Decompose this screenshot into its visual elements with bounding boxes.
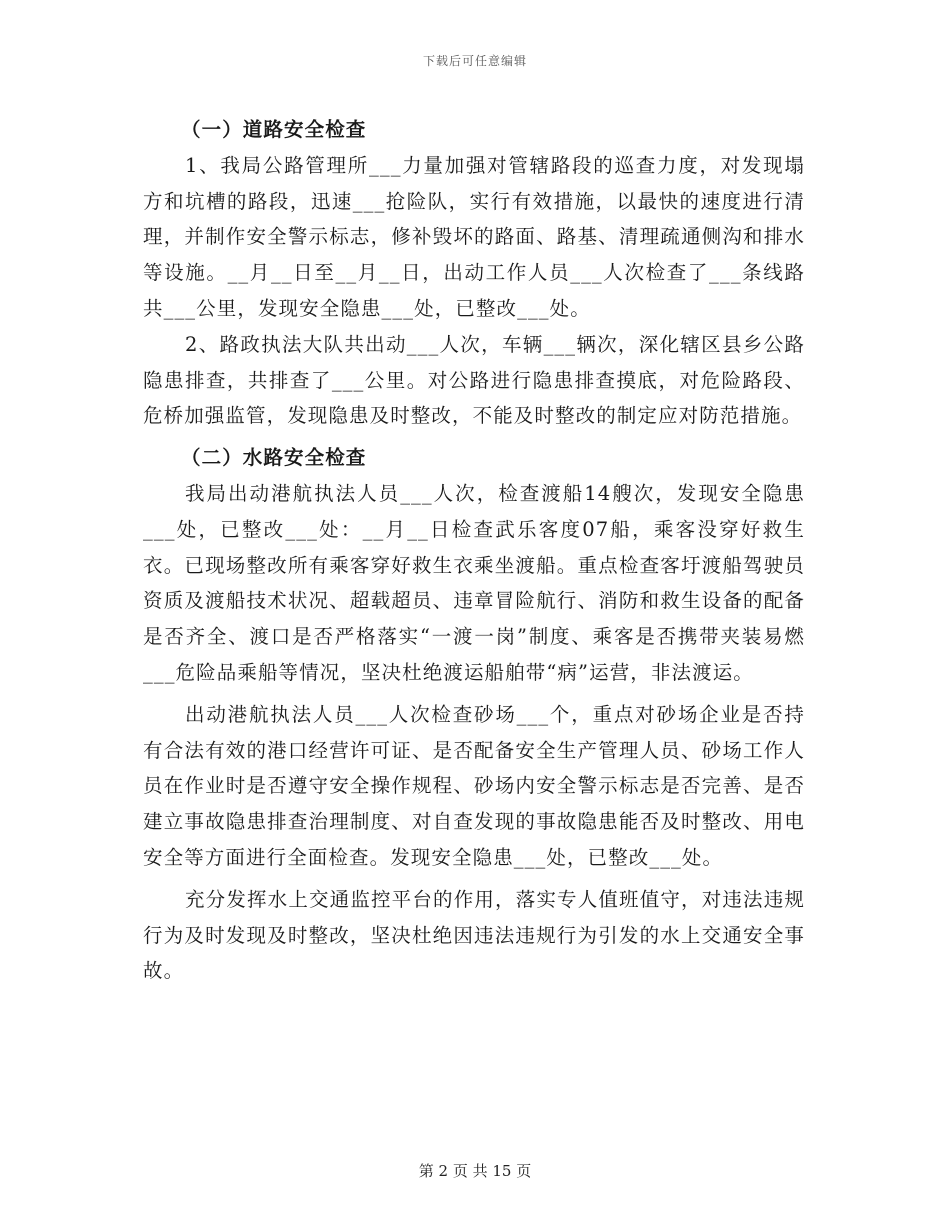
paragraph-water-1: 我局出动港航执法人员___人次，检查渡船14艘次，发现安全隐患___处，已整改___处：__月__日检查武乐客度07船，乘客没穿好救生衣。已现场整改所有乘客穿好救生衣乘坐渡船。重点检查客圩渡船驾驶员资质及渡船技术状况、超载超员、违章冒险航行、消防和救生设备的配备是否齐全、渡口是否严格落实“一渡一岗”制度、乘客是否携带夹装易燃___危险品乘船等情况，坚决杜绝渡运船舶带“病”运营，非法渡运。	[143, 481, 805, 684]
paragraph-road-2: 2、路政执法大队共出动___人次，车辆___辆次，深化辖区县乡公路隐患排查，共排查了___公里。对公路进行隐患排查摸底，对危险路段、危桥加强监管，发现隐患及时整改，不能及时整改的制定应对防范措施。	[143, 332, 805, 428]
document-body	[143, 112, 805, 989]
page-header: 下载后可任意编辑	[422, 54, 527, 68]
paragraph-water-3: 充分发挥水上交通监控平台的作用，落实专人值班值守，对违法违规行为及时发现及时整改，坚决杜绝因违法违规行为引发的水上交通安全事故。	[143, 887, 805, 983]
paragraph-road-1: 1、我局公路管理所___力量加强对管辖路段的巡查力度，对发现塌方和坑槽的路段，迅速___抢险队，实行有效措施，以最快的速度进行清理，并制作安全警示标志，修补毁坏的路面、路基、清理疏通侧沟和排水等设施。__月__日至__月__日，出动工作人员___人次检查了___条线路共___公里，发现安全隐患___处，已整改___处。	[143, 153, 805, 320]
page-number: 第 2 页 共 15 页	[418, 1162, 532, 1180]
section-heading-road: （一）道路安全检查	[181, 118, 367, 141]
paragraph-water-2: 出动港航执法人员___人次检查砂场___个，重点对砂场企业是否持有合法有效的港口经营许可证、是否配备安全生产管理人员、砂场工作人员在作业时是否遵守安全操作规程、砂场内安全警示标志是否完善、是否建立事故隐患排查治理制度、对自查发现的事故隐患能否及时整改、用电安全等方面进行全面检查。发现安全隐患___处，已整改___处。	[143, 702, 805, 869]
section-heading-water: （二）水路安全检查	[181, 446, 367, 470]
